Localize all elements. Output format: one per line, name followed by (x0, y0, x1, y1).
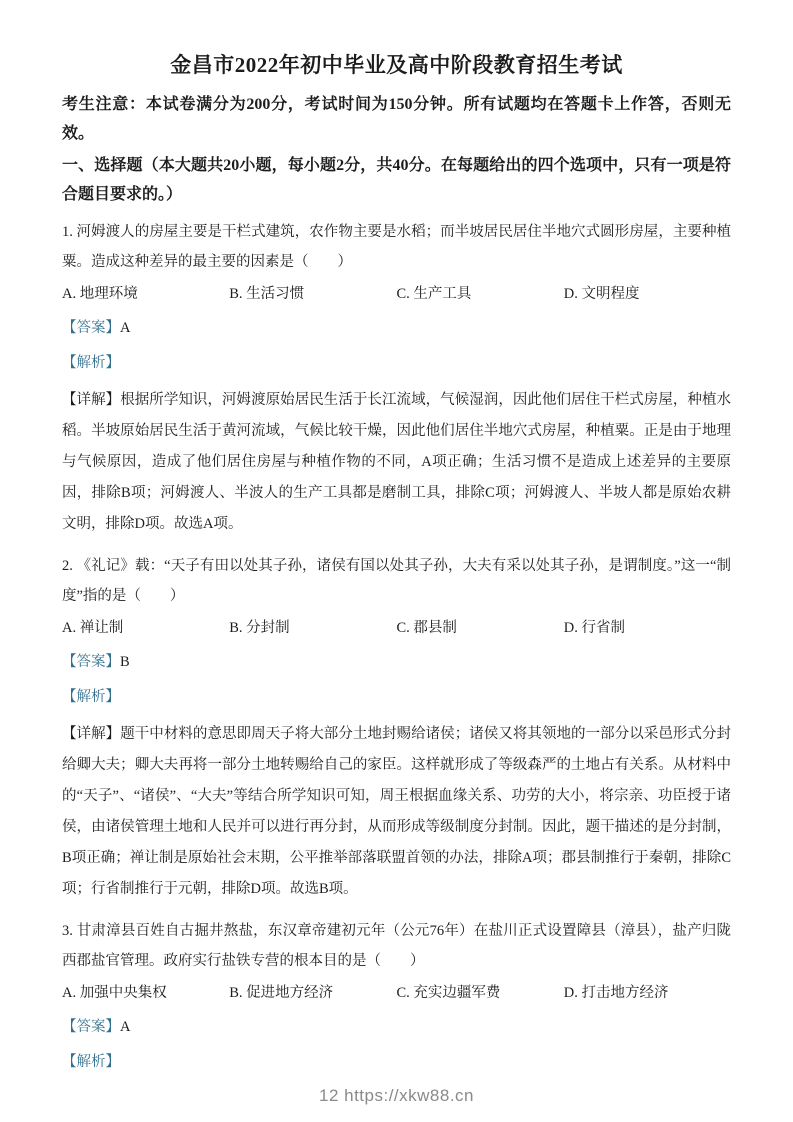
question-2-block (62, 551, 731, 914)
question-3-analysis-line (62, 1049, 731, 1075)
exam-notice: 考生注意：本试卷满分为200分，考试时间为150分钟。所有试题均在答题卡上作答，否则无效。 (62, 96, 731, 142)
question-3-option-c: C. 充实边疆军费 (396, 985, 501, 1001)
question-3-block (62, 916, 731, 1084)
answer-label: 【答案】 (62, 654, 120, 670)
question-3-option-a: A. 加强中央集权 (62, 985, 167, 1001)
question-2-option-c: C. 郡县制 (396, 620, 457, 636)
question-1-answer-line (62, 315, 731, 341)
answer-label: 【答案】 (62, 320, 120, 336)
question-1-option-c: C. 生产工具 (396, 286, 472, 302)
question-2-option-d: D. 行省制 (563, 620, 625, 636)
question-3-options (62, 980, 731, 1006)
question-2-option-b: B. 分封制 (229, 620, 290, 636)
question-1-option-b: B. 生活习惯 (229, 286, 305, 302)
question-3-answer-line (62, 1014, 731, 1040)
question-2-stem: 2. 《礼记》载：“天子有田以处其子孙，诸侯有国以处其子孙，大夫有采以处其子孙，是谓制度。”这一“制度”指的是（ ） (62, 558, 731, 604)
question-3-option-d: D. 打击地方经济 (563, 985, 669, 1001)
question-2-option-a: A. 禅让制 (62, 620, 124, 636)
question-1-analysis-line (62, 350, 731, 376)
analysis-label: 【解析】 (62, 1054, 120, 1070)
question-2-answer-line (62, 649, 731, 675)
question-1-answer-value: A (120, 320, 131, 336)
question-2-detail-text: 题干中材料的意思即周天子将大部分土地封赐给诸侯；诸侯又将其领地的一部分以采邑形式分封给卿大夫；卿大夫再将一部分土地转赐给自己的家臣。这样就形成了等级森严的土地占有关系。从材料中的“天子”、“诸侯”、“大夫”等结合所学知识可知，周王根据血缘关系、功劳的大小，将宗亲、功臣授于诸侯，由诸侯管理土地和人民并可以进行再分封，从而形成等级制度分封制。因此，题干描述的是分封制，B项正确；禅让制是原始社会末期，公平推举部落联盟首领的办法，排除A项；郡县制推行于秦朝，排除C项；行省制推行于元朝，排除D项。故选B项。 (62, 726, 732, 897)
question-3-option-b: B. 促进地方经济 (229, 985, 334, 1001)
analysis-label: 【解析】 (62, 689, 120, 705)
question-1-stem: 1. 河姆渡人的房屋主要是干栏式建筑，农作物主要是水稻；而半坡居民居住半地穴式圆形房屋，主要种植粟。造成这种差异的最主要的因素是（ ） (62, 224, 731, 270)
section-heading: 一、选择题（本大题共20小题，每小题2分，共40分。在每题给出的四个选项中，只有一项是符合题目要求的。） (62, 157, 731, 203)
question-2-detail (62, 719, 731, 905)
question-1-detail-text: 根据所学知识，河姆渡原始居民生活于长江流域，气候湿润，因此他们居住干栏式房屋，种植水稻。半坡原始居民生活于黄河流域，气候比较干燥，因此他们居住半地穴式房屋，种植粟。正是由于地理与气候原因，造成了他们居住房屋与种植作物的不同，A项正确；生活习惯不是造成上述差异的主要原因，排除B项；河姆渡人、半波人的生产工具都是磨制工具，排除C项；河姆渡人、半坡人都是原始农耕文明，排除D项。故选A项。 (62, 392, 732, 532)
question-2-analysis-line (62, 684, 731, 710)
question-3-answer-value: A (120, 1019, 131, 1035)
detail-label: 【详解】 (62, 726, 121, 742)
analysis-label: 【解析】 (62, 355, 120, 371)
detail-label: 【详解】 (62, 392, 121, 408)
page-footer-watermark: 12 https://xkw88.cn (318, 1086, 475, 1105)
question-1-options (62, 281, 731, 307)
question-1-block (62, 217, 731, 549)
question-1-option-a: A. 地理环境 (62, 286, 138, 302)
question-1-detail (62, 385, 731, 540)
question-2-answer-value: B (120, 654, 130, 670)
answer-label: 【答案】 (62, 1019, 120, 1035)
page-title: 金昌市2022年初中毕业及高中阶段教育招生考试 (170, 53, 623, 77)
question-2-options (62, 615, 731, 641)
question-1-option-d: D. 文明程度 (563, 286, 640, 302)
question-3-stem: 3. 甘肃漳县百姓自古掘井熬盐，东汉章帝建初元年（公元76年）在盐川正式设置障县（漳县），盐产归陇西郡盐官管理。政府实行盐铁专营的根本目的是（ ） (62, 923, 731, 969)
